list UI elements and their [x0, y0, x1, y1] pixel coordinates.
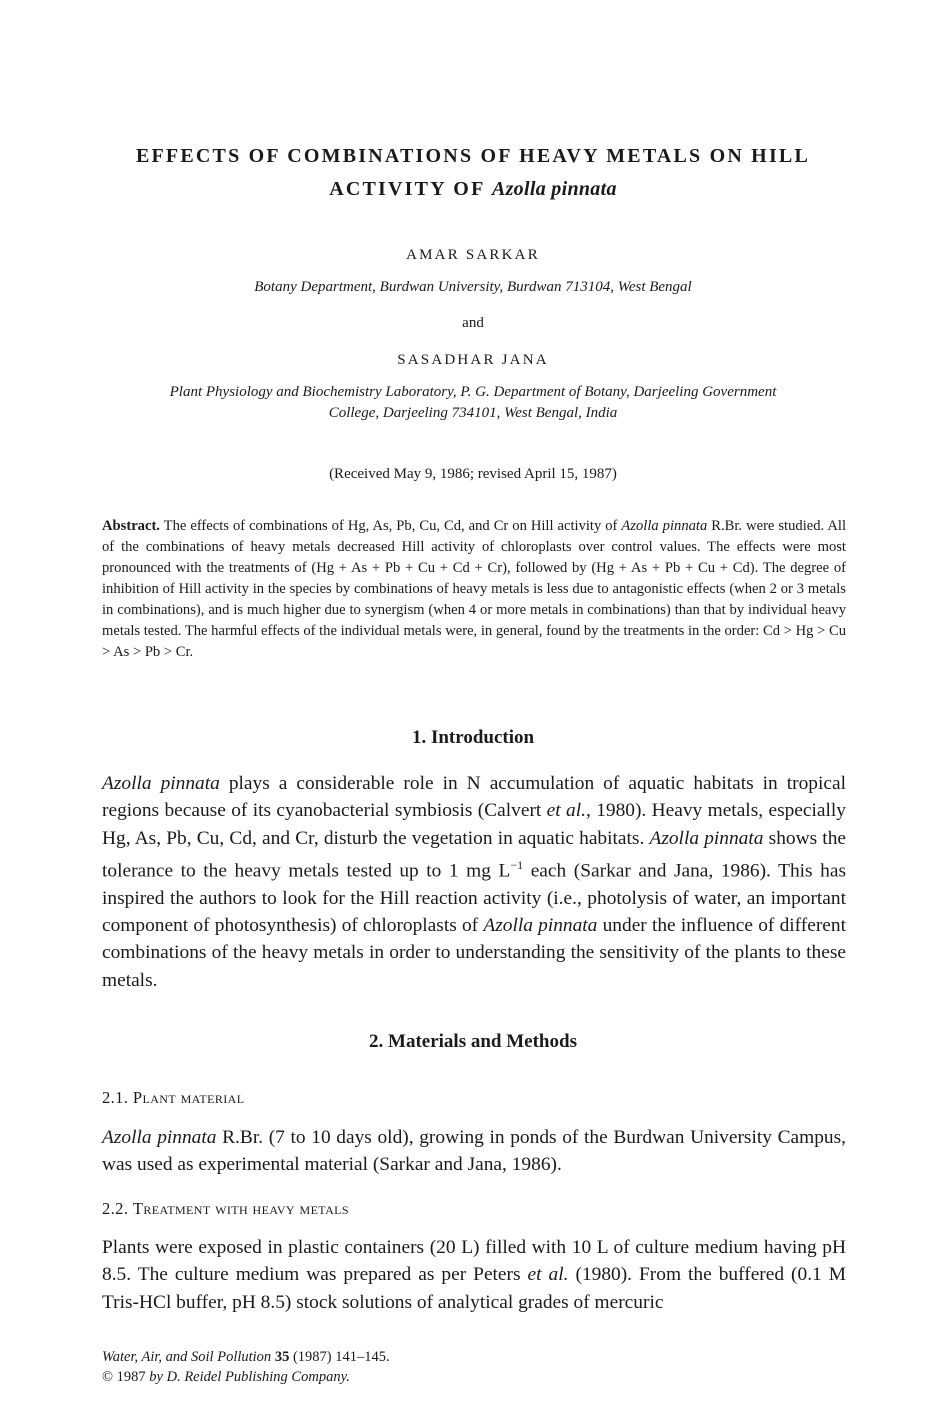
intro-text-4: each (Sarkar and Jana, 1986). This has inspired the authors to look for the Hill reaction activity (i.e., photolysis of water, an important component of photosynthesis) of chloroplasts of: [102, 860, 846, 936]
section-heading-introduction: 1. Introduction: [411, 727, 535, 748]
treatment-paragraph: [102, 1234, 846, 1316]
footer-year: 1987: [113, 1369, 150, 1385]
treatment-etal: et al.: [527, 1264, 569, 1286]
paper-title: [80, 140, 866, 206]
footer-journal: Water, Air, and Soil Pollution: [102, 1349, 272, 1365]
author-affiliation-2: [90, 382, 856, 424]
subsection-heading-treatment: [102, 1199, 349, 1219]
subsection-number-2: 2.2.: [102, 1199, 129, 1218]
title-line-2: [80, 173, 866, 206]
subsection-heading-plant-material: [102, 1088, 244, 1108]
intro-text-3: shows the tolerance to the heavy metals tested up to 1 mg L: [102, 827, 846, 882]
intro-text-5: under the influence of different combinations of the heavy metals in order to understanding the sensitivity of the plants to these metals.: [102, 914, 846, 991]
plant-material-paragraph: [102, 1124, 846, 1179]
author-name-2: SASADHAR JANA: [397, 352, 549, 368]
footer-pages: (1987) 141–145.: [289, 1349, 390, 1365]
subsection-title-1: Plant material: [132, 1088, 245, 1107]
author-name-1: AMAR SARKAR: [406, 247, 540, 263]
title-line-1: EFFECTS OF COMBINATIONS OF HEAVY METALS ON HILL: [135, 145, 811, 167]
treatment-text-2: (1980). From the buffered (0.1 M Tris-HCl buffer, pH 8.5) stock solutions of analytical grades of mercuric: [102, 1264, 846, 1313]
title-species: Azolla pinnata: [491, 178, 617, 200]
author-affiliation-1: Botany Department, Burdwan University, Burdwan 713104, West Bengal: [254, 279, 692, 295]
intro-species-3: Azolla pinnata: [483, 914, 598, 936]
abstract-text-2: R.Br. were studied. All of the combinations of heavy metals decreased Hill activity of chloroplasts over control values. The effects were most pronounced with the treatments of (Hg + As + Pb + Cu + Cd + Cr), followed by (Hg + As + Pb + Cu + Cd). The degree of inhibition of Hill activity in the species by combinations of heavy metals is less due to antagonistic effects (when 2 or 3 metals in combinations), and is much higher due to synergism (when 4 or more metals in combinations) than that by individual heavy metals tested. The harmful effects of the individual metals were, in general, found by the treatments in the order: Cd > Hg > Cu > As > Pb > Cr.: [102, 518, 847, 660]
abstract-species: Azolla pinnata: [621, 518, 708, 534]
plant-material-text: R.Br. (7 to 10 days old), growing in ponds of the Burdwan University Campus, was used as experimental material (Sarkar and Jana, 1986).: [102, 1127, 847, 1176]
intro-superscript: −1: [510, 857, 524, 872]
section-heading-methods: 2. Materials and Methods: [369, 1031, 577, 1052]
copyright-symbol: ©: [102, 1369, 114, 1385]
subsection-title-2: Treatment with heavy metals: [132, 1199, 349, 1218]
and-separator: and: [462, 315, 484, 331]
footer-citation: [102, 1347, 390, 1367]
introduction-paragraph: [102, 770, 846, 994]
intro-text-2: , 1980). Heavy metals, especially Hg, As, Pb, Cu, Cd, and Cr, disturb the vegetation in aquatic habitats.: [102, 800, 846, 849]
treatment-text-1: Plants were exposed in plastic containers (20 L) filled with 10 L of culture medium having pH 8.5. The culture medium was prepared as per Peters: [102, 1237, 846, 1286]
author-affiliation-2-line-1: Plant Physiology and Biochemistry Laboratory, P. G. Department of Botany, Darjeeling Government: [169, 384, 777, 400]
abstract-label: Abstract.: [102, 518, 160, 534]
abstract-text-1: The effects of combinations of Hg, As, Pb, Cu, Cd, and Cr on Hill activity of: [159, 518, 622, 534]
author-affiliation-2-line-2: College, Darjeeling 734101, West Bengal, India: [328, 405, 618, 421]
subsection-number-1: 2.1.: [102, 1088, 129, 1107]
received-dates: (Received May 9, 1986; revised April 15, 1987): [329, 466, 617, 482]
journal-footer: [102, 1347, 390, 1387]
intro-species-2: Azolla pinnata: [649, 827, 764, 849]
intro-text-1: plays a considerable role in N accumulation of aquatic habitats in tropical regions because of its cyanobacterial symbiosis (Calvert: [102, 773, 846, 822]
footer-copyright: [102, 1367, 390, 1387]
intro-species-1: Azolla pinnata: [102, 773, 220, 794]
title-prefix: ACTIVITY OF: [329, 178, 485, 200]
abstract: [102, 516, 846, 663]
footer-publisher: by D. Reidel Publishing Company.: [149, 1369, 350, 1385]
footer-volume: 35: [274, 1349, 290, 1365]
plant-material-species: Azolla pinnata: [102, 1127, 217, 1148]
intro-etal: et al.: [546, 800, 586, 822]
